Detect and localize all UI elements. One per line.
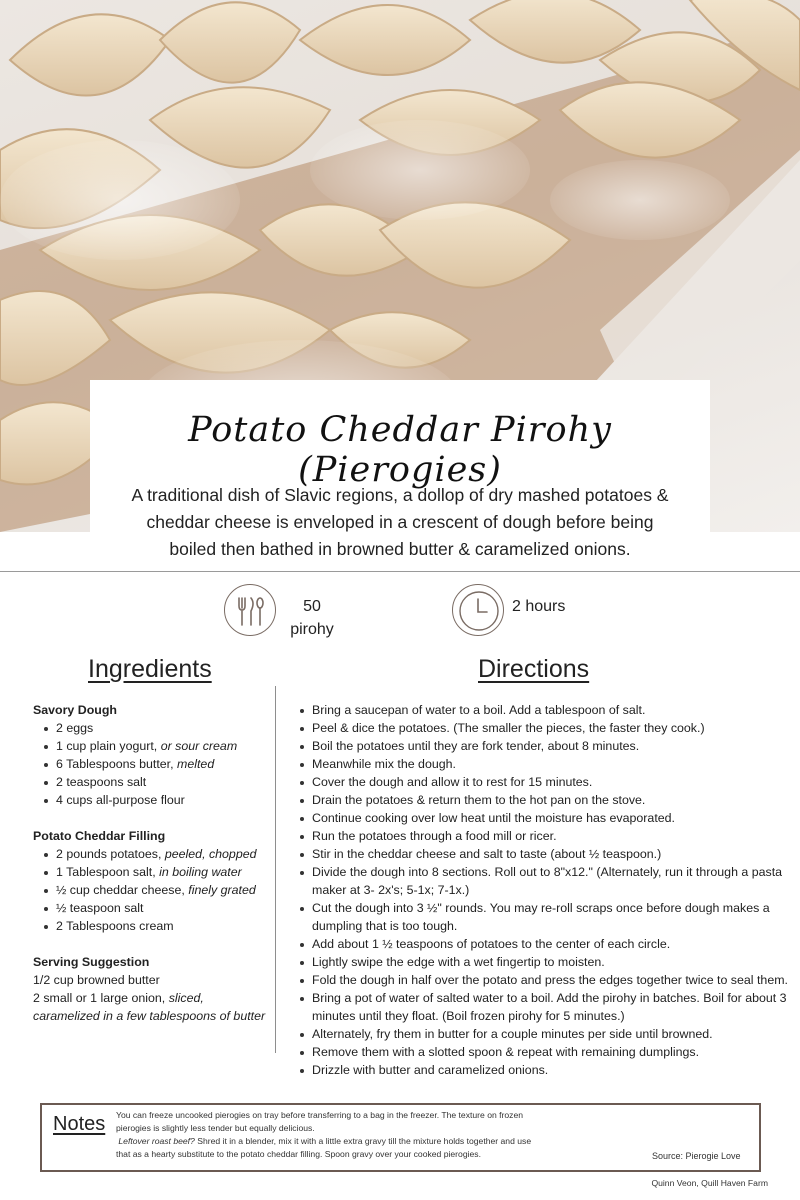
ingredient-item: 2 eggs [33,719,278,737]
ingredient-item: 4 cups all-purpose flour [33,791,278,809]
ingredient-item: 2 pounds potatoes, peeled, chopped [33,845,278,863]
direction-step: Stir in the cheddar cheese and salt to taste (about ½ teaspoon.) [298,845,798,863]
direction-step: Remove them with a slotted spoon & repeat with remaining dumplings. [298,1043,798,1061]
ingredient-item: 2 teaspoons salt [33,773,278,791]
ingredient-item: ½ cup cheddar cheese, finely grated [33,881,278,899]
recipe-description [100,482,700,563]
section-divider [0,571,800,572]
ingredient-item: 1 cup plain yogurt, or sour cream [33,737,278,755]
direction-step: Drizzle with butter and caramelized onions. [298,1061,798,1079]
direction-step: Divide the dough into 8 sections. Roll out to 8"x12." (Alternately, run it through a pasta maker at 3- 2x's; 5-1x; 7-1x.) [298,863,798,899]
description-line: boiled then bathed in browned butter & caramelized onions. [169,539,631,559]
direction-step: Bring a pot of water of salted water to a boil. Add the pirohy in batches. Boil for about 3 minutes until they float. (Boil frozen pirohy for 5 minutes.) [298,989,798,1025]
serving-line: 1/2 cup browned butter [33,973,160,987]
directions-list [298,701,798,1079]
ingredient-item: 1 Tablespoon salt, in boiling water [33,863,278,881]
ingredient-group-title: Serving Suggestion [33,955,150,969]
dough-ingredient-list [33,719,278,809]
serving-line: 2 small or 1 large onion, sliced, [33,991,204,1005]
ingredient-group-title: Potato Cheddar Filling [33,829,166,843]
clock-icon [452,584,504,636]
direction-step: Cover the dough and allow it to rest for 15 minutes. [298,773,798,791]
directions-section [298,701,798,1079]
direction-step: Alternately, fry them in butter for a couple minutes per side until browned. [298,1025,798,1043]
yield-stat [282,595,342,641]
notes-box [40,1103,761,1172]
time-stat: 2 hours [512,598,566,615]
filling-ingredient-list [33,845,278,935]
notes-line: Leftover roast beef? Shred it in a blender, mix it with a little extra gravy till the mixture holds together and use [118,1136,532,1146]
direction-step: Lightly swipe the edge with a wet fingertip to moisten. [298,953,798,971]
ingredient-item: 6 Tablespoons butter, melted [33,755,278,773]
direction-step: Run the potatoes through a food mill or ricer. [298,827,798,845]
ingredient-item: 2 Tablespoons cream [33,917,278,935]
notes-line: You can freeze uncooked pierogies on tray before transferring to a bag in the freezer. The texture on frozen [116,1110,524,1120]
notes-text [116,1109,636,1161]
direction-step: Boil the potatoes until they are fork tender, about 8 minutes. [298,737,798,755]
author-credit: Quinn Veon, Quill Haven Farm [651,1178,768,1188]
ingredients-heading: Ingredients [88,655,212,683]
direction-step: Drain the potatoes & return them to the hot pan on the stove. [298,791,798,809]
direction-step: Continue cooking over low heat until the moisture has evaporated. [298,809,798,827]
direction-step: Fold the dough in half over the potato and press the edges together twice to seal them. [298,971,798,989]
recipe-title: Potato Cheddar Pirohy (Pierogies) [188,410,612,490]
notes-line: that as a hearty substitute to the potato cheddar filling. Spoon gravy over your cooked pierogies. [116,1149,481,1159]
direction-step: Peel & dice the potatoes. (The smaller the pieces, the faster they cook.) [298,719,798,737]
ingredients-section [33,701,278,1025]
notes-line: pierogies is slightly less tender but equally delicious. [116,1123,315,1133]
direction-step: Cut the dough into 3 ½" rounds. You may re-roll scraps once before dough makes a dumpling that is too tough. [298,899,798,935]
yield-unit: pirohy [290,621,334,638]
serving-line: caramelized in a few tablespoons of butter [33,1009,266,1023]
ingredient-item: ½ teaspoon salt [33,899,278,917]
direction-step: Bring a saucepan of water to a boil. Add a tablespoon of salt. [298,701,798,719]
description-line: cheddar cheese is enveloped in a crescent of dough before being [146,512,654,532]
yield-value: 50 [303,598,321,615]
source-credit: Source: Pierogie Love [652,1151,741,1161]
ingredient-group-title: Savory Dough [33,703,117,717]
direction-step: Meanwhile mix the dough. [298,755,798,773]
utensils-icon [224,584,276,636]
description-line: A traditional dish of Slavic regions, a dollop of dry mashed potatoes & [131,485,669,505]
direction-step: Add about 1 ½ teaspoons of potatoes to the center of each circle. [298,935,798,953]
notes-label: Notes [53,1113,106,1135]
directions-heading: Directions [478,655,590,683]
